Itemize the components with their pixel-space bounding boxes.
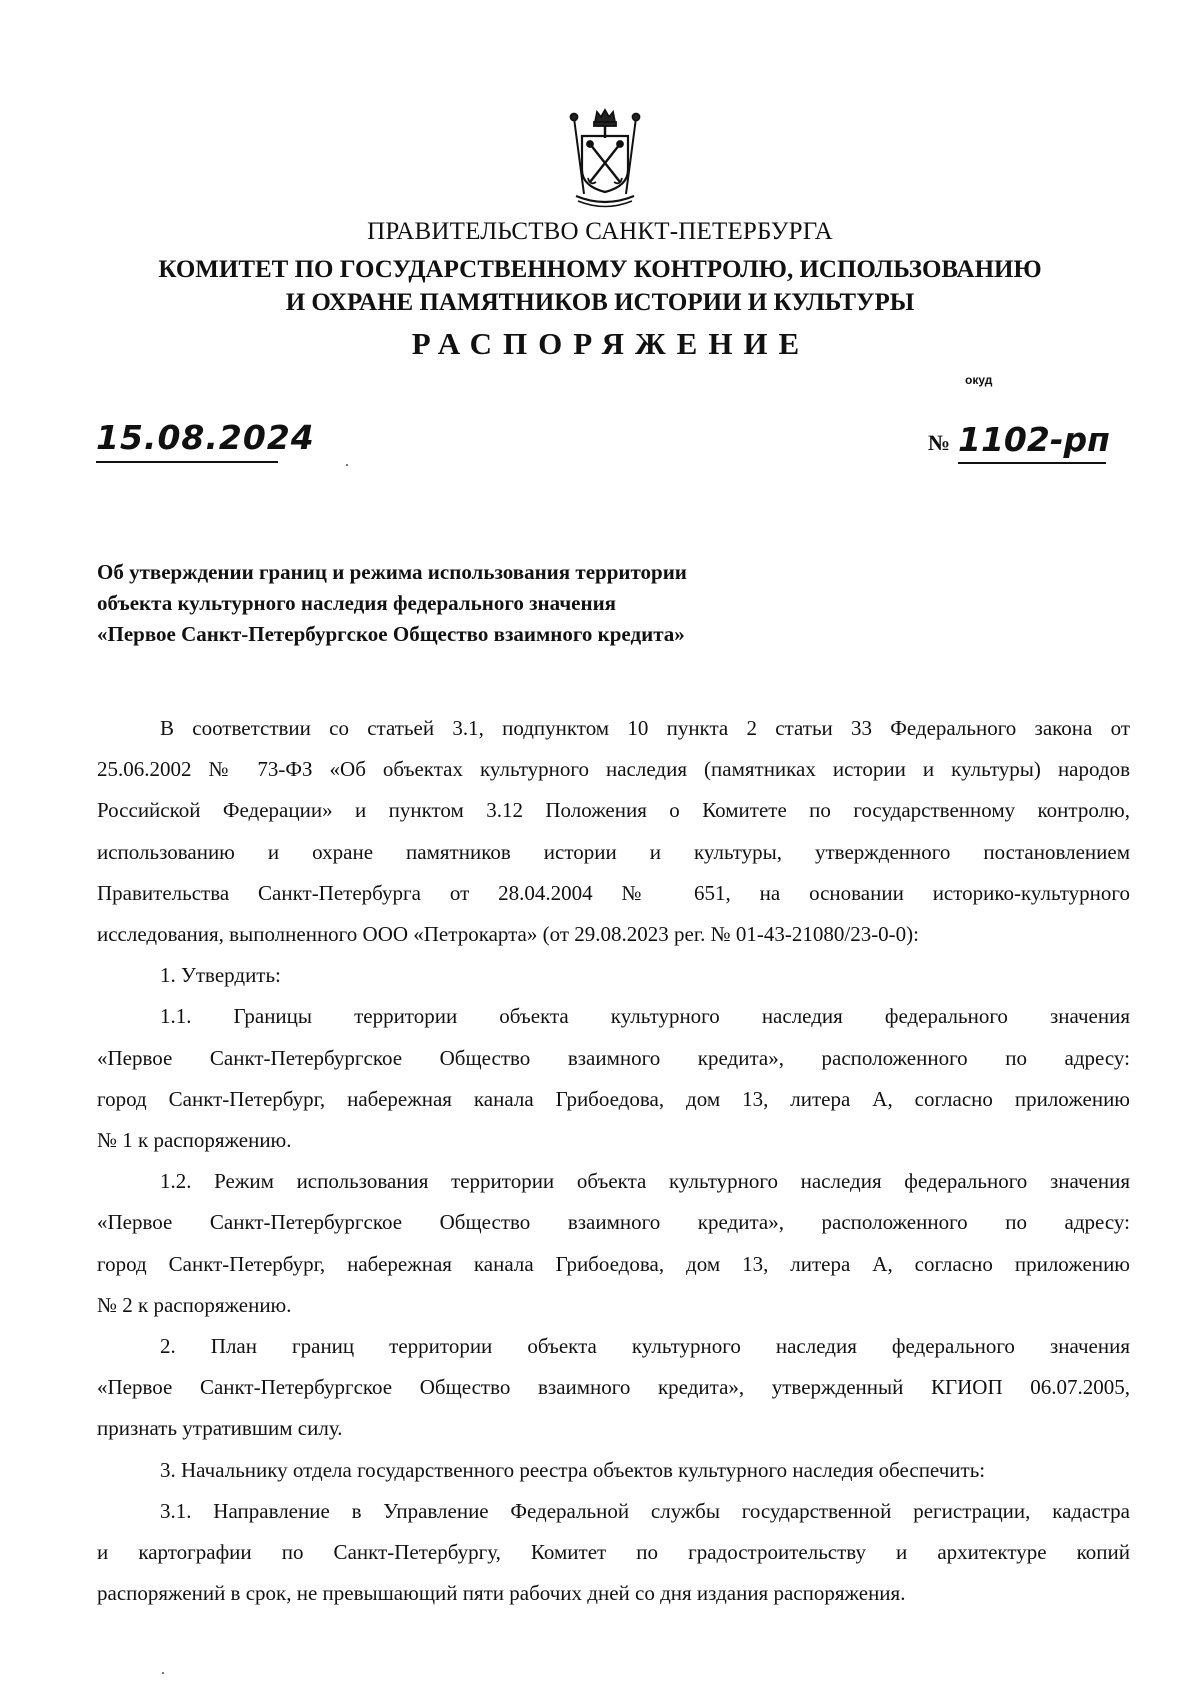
- date-underline: [96, 461, 278, 463]
- body-line: Правительства Санкт-Петербурга от 28.04.2004 № 651, на основании историко-культурного: [97, 880, 1130, 905]
- scan-speck: [162, 1672, 164, 1674]
- document-body: [97, 708, 1130, 1614]
- clause-3: [97, 1450, 1130, 1491]
- subject-line: «Первое Санкт-Петербургское Общество взаимного кредита»: [97, 622, 685, 646]
- document-date: 15.08.2024: [96, 418, 315, 457]
- preamble-paragraph: [97, 708, 1130, 955]
- clause-2: [97, 1326, 1130, 1450]
- body-line: 1. Утвердить:: [160, 963, 281, 988]
- body-line: 3.1. Направление в Управление Федеральной службы государственной регистрации, кадастра: [160, 1498, 1130, 1523]
- body-line: 2. План границ территории объекта культурного наследия федерального значения: [160, 1334, 1130, 1359]
- body-line: № 2 к распоряжению.: [97, 1292, 292, 1317]
- government-title: ПРАВИТЕЛЬСТВО САНКТ-ПЕТЕРБУРГА: [367, 218, 833, 245]
- subject-line: Об утверждении границ и режима использования территории: [97, 560, 687, 584]
- clause-3-1: [97, 1491, 1130, 1615]
- body-line: 1.2. Режим использования территории объекта культурного наследия федерального значения: [160, 1169, 1130, 1194]
- subject-line: объекта культурного наследия федерального значения: [97, 591, 617, 615]
- body-line: 3. Начальнику отдела государственного реестра объектов культурного наследия обеспечить:: [160, 1457, 986, 1482]
- body-line: исследования, выполненного ООО «Петрокарта» (от 29.08.2023 рег. № 01-43-21080/23-0-0):: [97, 922, 920, 947]
- committee-title-line-1: КОМИТЕТ ПО ГОСУДАРСТВЕННОМУ КОНТРОЛЮ, ИСПОЛЬЗОВАНИЮ: [158, 256, 1042, 283]
- document-subject: [97, 557, 817, 650]
- body-line: «Первое Санкт-Петербургское Общество взаимного кредита», расположенного по адресу:: [97, 1045, 1130, 1070]
- body-line: В соответствии со статьей 3.1, подпунктом 10 пункта 2 статьи 33 Федерального закона от: [160, 716, 1130, 740]
- saint-petersburg-coat-of-arms-icon: [568, 108, 642, 208]
- clause-1: [97, 955, 1130, 996]
- body-line: «Первое Санкт-Петербургское Общество взаимного кредита», утвержденный КГИОП 06.07.2005,: [97, 1375, 1130, 1400]
- body-line: «Первое Санкт-Петербургское Общество взаимного кредита», расположенного по адресу:: [97, 1210, 1130, 1235]
- body-line: 1.1. Границы территории объекта культурного наследия федерального значения: [160, 1004, 1130, 1029]
- scan-speck: [346, 464, 348, 466]
- clause-1-1: [97, 996, 1130, 1161]
- body-line: Российской Федерации» и пунктом 3.12 Положения о Комитете по государственному контролю,: [97, 798, 1130, 823]
- number-underline: [958, 462, 1106, 464]
- committee-title-line-2: И ОХРАНЕ ПАМЯТНИКОВ ИСТОРИИ И КУЛЬТУРЫ: [285, 289, 915, 316]
- clause-1-2: [97, 1161, 1130, 1326]
- number-label: №: [928, 430, 951, 455]
- document-number: 1102-рп: [958, 420, 1110, 459]
- body-line: использованию и охране памятников истории и культуры, утвержденного постановлением: [97, 839, 1130, 864]
- body-line: № 1 к распоряжению.: [97, 1128, 292, 1153]
- body-line: город Санкт-Петербург, набережная канала Грибоедова, дом 13, литера А, согласно приложению: [97, 1086, 1130, 1111]
- document-type: РАСПОРЯЖЕНИЕ: [411, 326, 811, 361]
- body-line: 25.06.2002 № 73-ФЗ «Об объектах культурного наследия (памятниках истории и культуры) народов: [97, 757, 1130, 782]
- body-line: признать утратившим силу.: [97, 1416, 343, 1441]
- body-line: город Санкт-Петербург, набережная канала Грибоедова, дом 13, литера А, согласно приложению: [97, 1251, 1130, 1276]
- body-line: распоряжений в срок, не превышающий пяти рабочих дней со дня издания распоряжения.: [97, 1581, 906, 1606]
- body-line: и картографии по Санкт-Петербургу, Комитет по градостроительству и архитектуре копий: [97, 1540, 1130, 1565]
- okud-label: окуд: [965, 373, 993, 387]
